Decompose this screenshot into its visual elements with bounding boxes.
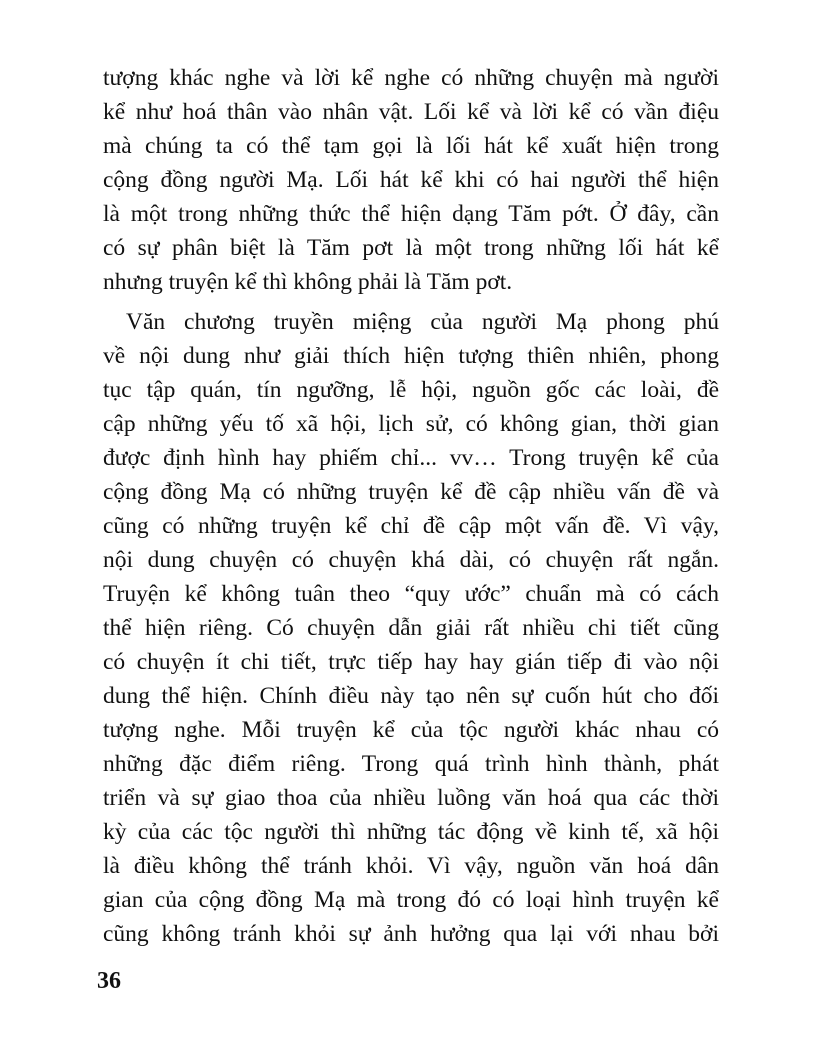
text-line: cộng đồng Mạ có những truyện kể đề cập nhiều vấn đề và — [103, 479, 719, 505]
text-line: mà chúng ta có thể tạm gọi là lối hát kể xuất hiện trong — [103, 133, 719, 159]
text-line: cập những yếu tố xã hội, lịch sử, có không gian, thời gian — [103, 411, 719, 437]
text-line: Văn chương truyền miệng của người Mạ phong phú — [126, 309, 719, 335]
text-line: gian của cộng đồng Mạ mà trong đó có loại hình truyện kể — [103, 887, 719, 913]
text-line: dung thể hiện. Chính điều này tạo nên sự cuốn hút cho đối — [103, 683, 719, 709]
text-line: thể hiện riêng. Có chuyện dẫn giải rất nhiều chi tiết cũng — [103, 615, 719, 641]
text-line: triển và sự giao thoa của nhiều luồng văn hoá qua các thời — [103, 785, 719, 811]
text-line: có chuyện ít chi tiết, trực tiếp hay hay gián tiếp đi vào nội — [103, 649, 719, 675]
text-line: về nội dung như giải thích hiện tượng thiên nhiên, phong — [103, 343, 719, 369]
text-line: tục tập quán, tín ngưỡng, lễ hội, nguồn gốc các loài, đề — [103, 377, 719, 403]
text-line: Truyện kể không tuân theo “quy ước” chuẩn mà có cách — [103, 581, 719, 607]
paragraph-2 — [103, 305, 719, 951]
text-line: được định hình hay phiếm chỉ... vv… Trong truyện kể của — [103, 445, 719, 471]
paragraph-1 — [103, 61, 719, 299]
text-line: là điều không thể tránh khỏi. Vì vậy, nguồn văn hoá dân — [103, 853, 719, 879]
text-line: nội dung chuyện có chuyện khá dài, có chuyện rất ngắn. — [103, 547, 719, 573]
text-line: có sự phân biệt là Tăm pơt là một trong những lối hát kể — [103, 235, 719, 261]
text-line: kể như hoá thân vào nhân vật. Lối kể và lời kể có vần điệu — [103, 99, 719, 125]
text-line: nhưng truyện kể thì không phải là Tăm pơt. — [103, 269, 513, 295]
text-line: cũng có những truyện kể chỉ đề cập một vấn đề. Vì vậy, — [103, 513, 719, 539]
text-line: tượng khác nghe và lời kể nghe có những chuyện mà người — [103, 65, 719, 91]
text-line: kỳ của các tộc người thì những tác động về kinh tế, xã hội — [103, 819, 719, 845]
page-number: 36 — [97, 968, 121, 994]
text-line: cũng không tránh khỏi sự ảnh hưởng qua lại với nhau bởi — [103, 921, 719, 947]
text-line: cộng đồng người Mạ. Lối hát kể khi có hai người thể hiện — [103, 167, 719, 193]
text-line: là một trong những thức thể hiện dạng Tăm pớt. Ở đây, cần — [103, 201, 719, 227]
text-line: những đặc điểm riêng. Trong quá trình hình thành, phát — [103, 751, 719, 777]
text-line: tượng nghe. Mỗi truyện kể của tộc người khác nhau có — [103, 717, 719, 743]
